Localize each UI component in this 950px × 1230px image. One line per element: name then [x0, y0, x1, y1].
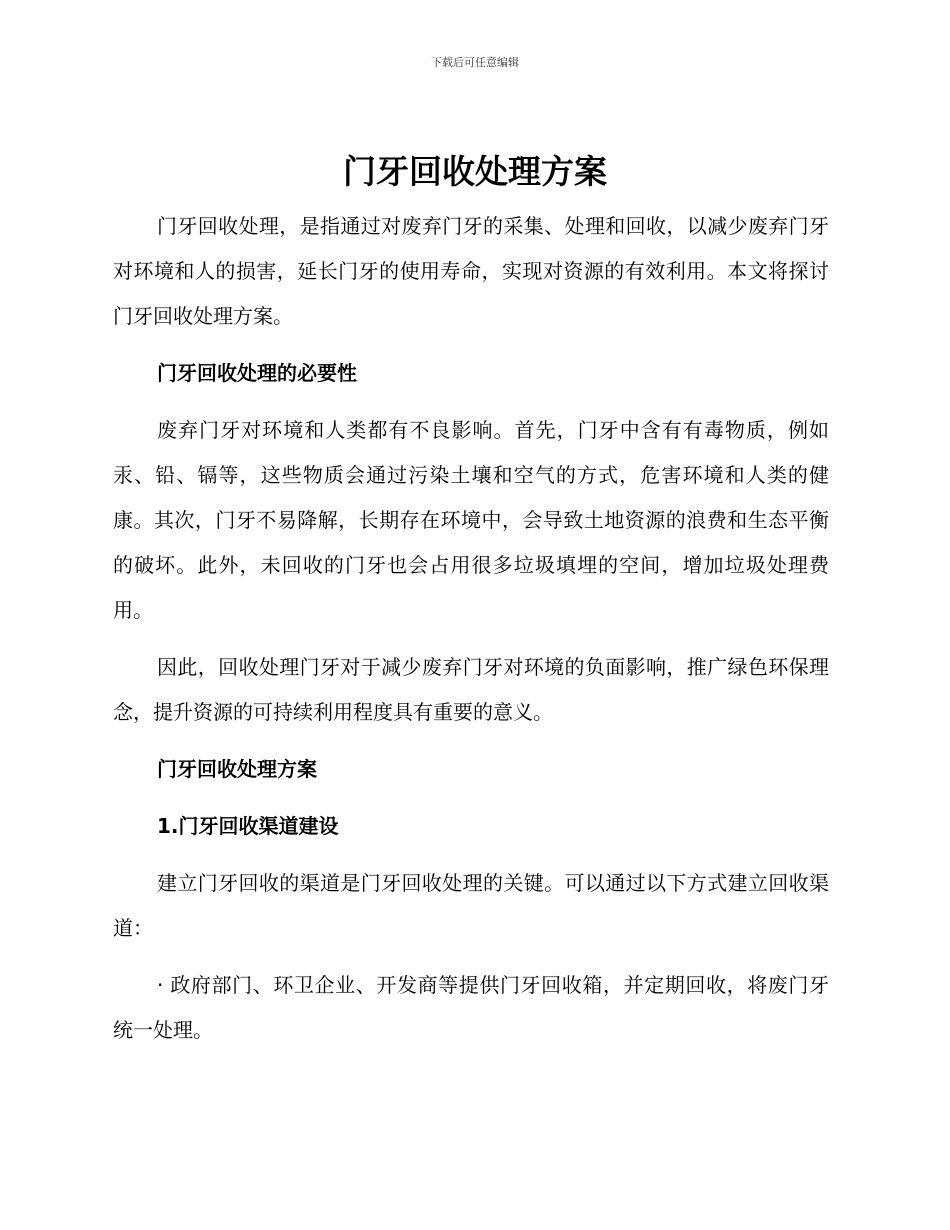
necessity-paragraph-1: 废弃门牙对环境和人类都有不良影响。首先，门牙中含有有毒物质，例如汞、铅、镉等，这些物质会通过污染土壤和空气的方式，危害环境和人类的健康。其次，门牙不易降解，长期存在环境中，会导致土地资源的浪费和生态平衡的破坏。此外，未回收的门牙也会占用很多垃圾填埋的空间，增加垃圾处理费用。	[113, 418, 829, 622]
channels-paragraph: 建立门牙回收的渠道是门牙回收处理的关键。可以通过以下方式建立回收渠道：	[113, 871, 829, 940]
bullet-item: · 政府部门、环卫企业、开发商等提供门牙回收箱，并定期回收，将废门牙统一处理。	[113, 973, 829, 1042]
necessity-paragraph-2: 因此，回收处理门牙对于减少废弃门牙对环境的负面影响，推广绿色环保理念，提升资源的可持续利用程度具有重要的意义。	[113, 655, 829, 724]
intro-paragraph: 门牙回收处理，是指通过对废弃门牙的采集、处理和回收，以减少废弃门牙对环境和人的损害，延长门牙的使用寿命，实现对资源的有效利用。本文将探讨门牙回收处理方案。	[113, 214, 829, 328]
page-header: 下载后可任意编辑	[431, 56, 519, 69]
subsection-heading-channels: 1.门牙回收渠道建设	[157, 814, 339, 838]
section-heading-plan: 门牙回收处理方案	[157, 757, 317, 781]
document-body	[113, 204, 829, 1065]
document-title: 门牙回收处理方案	[343, 152, 607, 191]
section-heading-necessity: 门牙回收处理的必要性	[157, 361, 357, 385]
